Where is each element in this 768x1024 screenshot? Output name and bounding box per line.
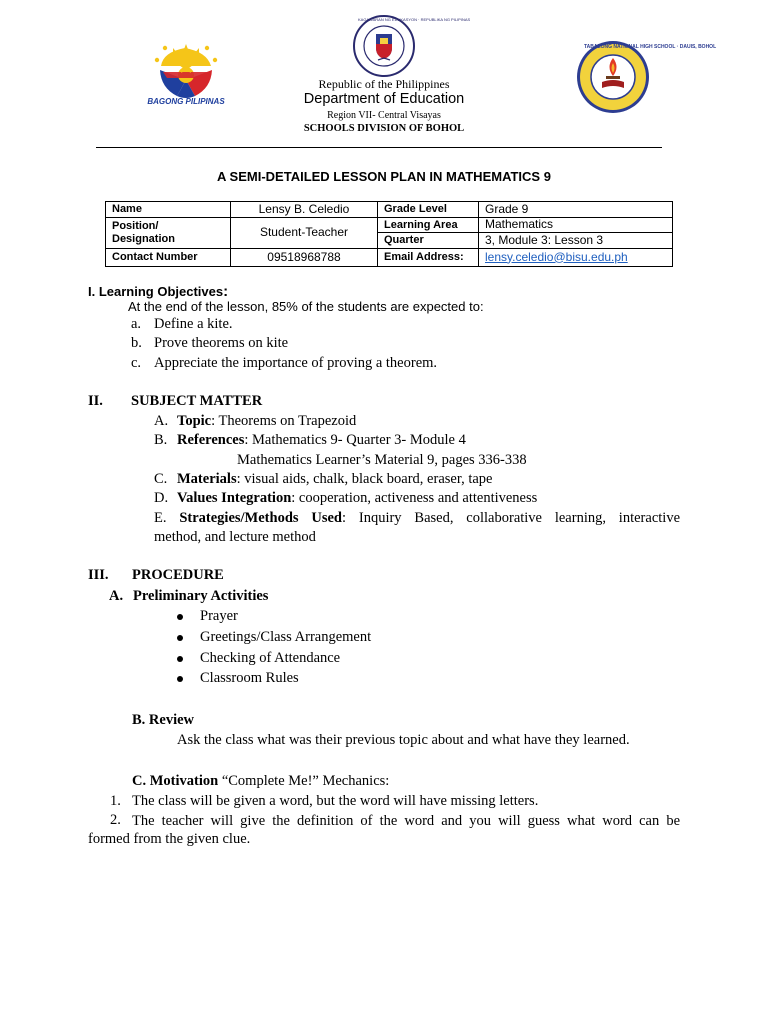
mechanic-2-text: The teacher will give the definition of the word and you will guess what word can be <box>132 813 680 829</box>
email-link[interactable]: lensy.celedio@bisu.edu.ph <box>485 249 628 264</box>
strategies-marker: E. <box>154 510 167 526</box>
objectives-heading-text: I. Learning Objectives <box>88 284 224 299</box>
motivation-line <box>132 773 389 790</box>
deped-seal-text: KAGAWARAN NG EDUKASYON · REPUBLIKA NG PILIPINAS <box>358 17 471 22</box>
references-line <box>177 432 466 449</box>
procedure-heading: PROCEDURE <box>132 567 224 583</box>
contact-label: Contact Number <box>106 249 231 267</box>
quarter-label: Quarter <box>378 233 479 249</box>
preliminary-item-attendance: Checking of Attendance <box>200 650 341 666</box>
materials-value: : visual aids, chalk, black board, eraser, tape <box>236 471 493 487</box>
objective-a-marker: a. <box>131 316 142 332</box>
mechanic-1-marker: 1. <box>110 793 121 809</box>
preliminary-item-rules: Classroom Rules <box>200 670 299 686</box>
position-label-line-1: Position/ <box>112 220 159 233</box>
bullet-dot <box>177 614 183 620</box>
objectives-heading <box>88 283 228 300</box>
references-marker: B. <box>154 432 168 448</box>
position-value: Student-Teacher <box>231 218 378 249</box>
motivation-label: C. Motivation <box>132 773 219 789</box>
objective-c-text: Appreciate the importance of proving a theorem. <box>154 355 438 371</box>
bullet-dot <box>177 635 183 641</box>
objective-c-marker: c. <box>131 355 142 371</box>
name-value: Lensy B. Celedio <box>231 202 378 218</box>
bullet-dot <box>177 656 183 662</box>
quarter-value: 3, Module 3: Lesson 3 <box>479 233 673 249</box>
values-line <box>177 490 537 507</box>
preliminary-item-prayer: Prayer <box>200 608 238 624</box>
procedure-numeral: III. <box>88 567 109 583</box>
materials-line <box>177 471 492 488</box>
region-line: Region VII- Central Visayas <box>327 110 441 121</box>
values-label: Values Integration <box>177 490 292 506</box>
name-label: Name <box>106 202 231 218</box>
header-divider <box>96 147 662 148</box>
division-line: SCHOOLS DIVISION OF BOHOL <box>303 123 465 134</box>
topic-value: : Theorems on Trapezoid <box>211 413 357 429</box>
materials-label: Materials <box>177 471 237 487</box>
bagong-pilipinas-label: BAGONG PILIPINAS <box>147 97 225 106</box>
objective-a-text: Define a kite. <box>154 316 233 332</box>
topic-marker: A. <box>154 413 169 429</box>
contact-value: 09518968788 <box>231 249 378 267</box>
bullet-dot <box>177 676 183 682</box>
values-marker: D. <box>154 490 169 506</box>
mechanic-2-marker: 2. <box>110 812 121 828</box>
materials-marker: C. <box>154 471 168 487</box>
values-value: : cooperation, activeness and attentiveness <box>291 490 538 506</box>
school-seal-text: TABALONG NATIONAL HIGH SCHOOL · DAUIS, BOHOL <box>584 44 717 50</box>
grade-value: Grade 9 <box>479 202 673 218</box>
teacher-info-table <box>105 201 673 267</box>
preliminary-heading: Preliminary Activities <box>133 588 269 604</box>
preliminary-item-greetings: Greetings/Class Arrangement <box>200 629 372 645</box>
objective-b-marker: b. <box>131 335 142 351</box>
department-line: Department of Education <box>303 91 465 107</box>
references-line-2: Mathematics Learner’s Material 9, pages 336-338 <box>237 452 527 468</box>
strategies-line-2: method, and lecture method <box>154 529 316 545</box>
area-label: Learning Area <box>378 218 479 233</box>
strategies-value: : Inquiry Based, collaborative learning, interactive <box>342 510 680 526</box>
mechanic-2-text-line-2: formed from the given clue. <box>88 831 251 847</box>
motivation-text: “Complete Me!” Mechanics: <box>218 773 390 789</box>
page-title: A SEMI-DETAILED LESSON PLAN IN MATHEMATICS 9 <box>217 169 551 184</box>
position-label-line-2: Designation <box>112 233 175 245</box>
subject-matter-heading: SUBJECT MATTER <box>131 393 263 409</box>
objective-b-text: Prove theorems on kite <box>154 335 289 351</box>
review-heading: B. Review <box>132 712 195 728</box>
objectives-intro: At the end of the lesson, 85% of the students are expected to: <box>128 299 484 314</box>
position-label <box>106 218 231 249</box>
objectives-heading-colon: : <box>223 283 229 300</box>
preliminary-marker: A. <box>109 588 124 604</box>
strategies-line <box>154 509 680 529</box>
references-label: References <box>177 432 245 448</box>
subject-matter-numeral: II. <box>88 393 103 409</box>
topic-label: Topic <box>177 413 212 429</box>
review-text: Ask the class what was their previous topic about and what have they learned. <box>177 732 630 748</box>
email-label: Email Address: <box>378 249 479 267</box>
topic-line <box>177 413 356 430</box>
strategies-label: Strategies/Methods Used <box>179 510 342 526</box>
grade-label: Grade Level <box>378 202 479 218</box>
deped-seal <box>352 14 471 78</box>
references-value: : Mathematics 9- Quarter 3- Module 4 <box>244 432 466 448</box>
area-value: Mathematics <box>479 218 673 233</box>
republic-line: Republic of the Philippines <box>318 77 450 91</box>
mechanic-1-text: The class will be given a word, but the word will have missing letters. <box>132 793 539 809</box>
